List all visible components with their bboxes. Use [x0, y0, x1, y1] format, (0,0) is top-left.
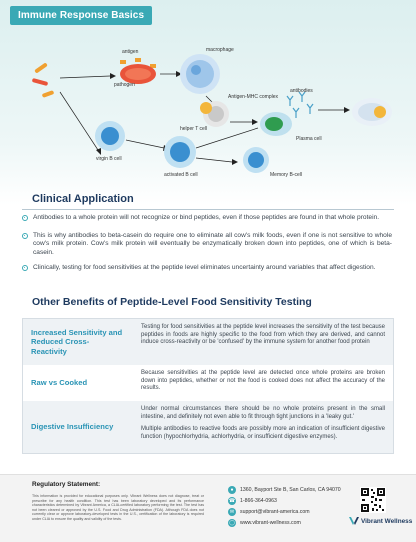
contact-email	[228, 508, 310, 516]
clinical-bullet-3	[22, 264, 392, 272]
regulatory-title: Regulatory Statement:	[32, 481, 101, 488]
bullet-icon	[22, 265, 28, 271]
email-link[interactable]: support@vibrant-america.com	[240, 509, 310, 515]
bullet-icon	[22, 215, 28, 221]
qr-code-icon[interactable]	[360, 487, 386, 513]
website-link[interactable]: www.vibrant-wellness.com	[240, 520, 301, 526]
immune-response-diagram	[0, 0, 416, 205]
row-label: Increased Sensitivity and Reduced Cross-Reactivity	[31, 327, 123, 356]
label-virgin-b: virgin B cell	[96, 156, 122, 162]
bullet-text: Antibodies to a whole protein will not recognize or bind peptides, even if those peptides are found in that whole protein.	[33, 214, 380, 221]
macrophage-icon	[180, 54, 220, 94]
benefits-table	[22, 318, 394, 454]
plasma-cell-icon	[260, 112, 292, 136]
brand-name: Vibrant Wellness	[361, 517, 413, 525]
regulatory-text: This information is provided for educational purposes only. Vibrant Wellness does not diagnose, treat or prescribe for any health condition. This test has been laboratory developed and its performance characteristics determined by Vibrant America, a CLIA-certified laboratory performing the test. The test has not been cleared or approved by the U.S. Food and Drug Administration (FDA). Although FDA does not currently clear or approve laboratory-developed tests in the U.S., certification of the laboratory is required under CLIA to ensure the quality and validity of the tests.	[32, 494, 204, 521]
row-text-group	[131, 401, 393, 453]
table-row	[23, 365, 393, 401]
row-label: Raw vs Cooked	[31, 378, 88, 388]
address-text: 1360, Bayport Ste B, San Carlos, CA 94070	[240, 487, 341, 493]
bullet-text: Clinically, testing for food sensitivities at the peptide level eliminates uncertainty around variables that affect digestion.	[33, 264, 376, 271]
row-text: Because sensitivities at the peptide level are detected once whole proteins are broken down into peptides, whether or not the food is cooked does not affect the accuracy of the results.	[141, 370, 385, 392]
brand-logo	[349, 516, 412, 526]
table-row	[23, 319, 393, 365]
vibrant-logo-icon	[349, 516, 359, 526]
label-antigen-mhc: Antigen-MHC complex	[228, 94, 279, 100]
bullet-text: This is why antibodies to beta-casein do require one to eliminate all cow's milk foods, even if one is not sensitive to whole cow's milk protein. Cow's milk protein will eventually be enzymatically broken down into peptides, one of which is beta-casein.	[33, 232, 392, 256]
label-antigen: antigen	[122, 49, 139, 55]
memory-b-cell-icon	[243, 147, 269, 173]
row-label: Digestive Insufficiency	[31, 422, 114, 432]
row-text: Under normal circumstances there should be no whole proteins present in the small intestine, and definitely not even able to fit through tight junctions in a 'leaky gut.'	[141, 406, 385, 420]
label-memory-b: Memory B-cell	[270, 172, 302, 178]
contact-website	[228, 519, 301, 527]
benefits-title: Other Benefits of Peptide-Level Food Sensitivity Testing	[32, 296, 312, 308]
clinical-title: Clinical Application	[32, 193, 134, 205]
clinical-divider	[22, 209, 394, 210]
row-text: Testing for food sensitivities at the peptide level increases the sensitivity of the test because peptides in foods are highly specific to the food from which they are derived, and cannot induce cross-reactivity or be 'confused' by the immune system for another food protein	[141, 324, 385, 346]
phone-icon: ☎	[228, 498, 236, 504]
location-pin-icon: ●	[228, 486, 236, 494]
bullet-icon	[22, 233, 28, 239]
contact-phone	[228, 497, 277, 505]
antigen-icon	[32, 62, 55, 98]
phone-text[interactable]: 1-866-364-0963	[240, 498, 277, 504]
row-text-2: Multiple antibodies to reactive foods are possibly more an indication of insufficient digestive function (hypochlorhydria, achlorhydria, or insufficient digestive enzymes).	[141, 426, 385, 440]
email-icon: ✉	[229, 509, 235, 515]
label-pathogen: pathogen	[114, 82, 135, 88]
clinical-bullet-2	[22, 232, 392, 257]
table-row	[23, 401, 393, 453]
clinical-bullet-1	[22, 214, 392, 222]
virgin-b-cell-icon	[95, 121, 125, 151]
antibodies-icon	[287, 92, 313, 118]
label-helper-t: helper T cell	[180, 126, 208, 132]
label-plasma-cell: Plasma cell	[296, 136, 322, 142]
globe-icon: ◯	[229, 520, 235, 526]
label-antibodies: antibodies	[290, 88, 313, 94]
helper-t-cell-icon	[200, 101, 229, 127]
pathogen-icon	[120, 58, 156, 84]
activated-b-cell-icon	[164, 136, 196, 168]
label-activated-b: activated B cell	[164, 172, 198, 178]
contact-address	[228, 486, 341, 494]
phagocyte-icon	[352, 98, 392, 126]
label-macrophage: macrophage	[206, 47, 234, 53]
banner-title: Immune Response Basics	[10, 6, 152, 25]
